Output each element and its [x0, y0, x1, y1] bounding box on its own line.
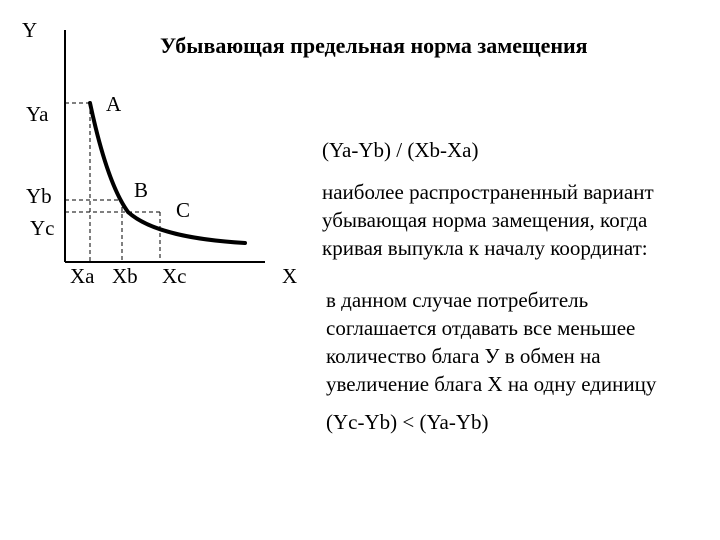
paragraph-line: наиболее распространенный вариант — [322, 180, 654, 204]
formula-ratio: (Ya-Yb) / (Xb-Xa) — [322, 138, 479, 162]
x-axis-label: X — [282, 264, 298, 288]
tick-xc: Xc — [162, 264, 187, 288]
tick-ya: Ya — [26, 102, 49, 126]
paragraph-consumer — [326, 286, 656, 398]
paragraph-line: увеличение блага Х на одну единицу — [326, 372, 657, 396]
point-b-label: B — [134, 178, 149, 202]
paragraph-line: кривая выпукла к началу координат: — [322, 236, 648, 260]
paragraph-line: убывающая норма замещения, когда — [322, 208, 648, 232]
formula-comparison: (Yc-Yb) < (Ya-Yb) — [326, 410, 489, 434]
tick-xa: Xa — [70, 264, 95, 288]
page-title: Убывающая предельная норма замещения — [160, 33, 588, 58]
tick-yb: Yb — [26, 184, 52, 208]
point-a-label: A — [106, 92, 122, 116]
indifference-curve — [90, 103, 245, 243]
paragraph-line: в данном случае потребитель — [326, 288, 589, 312]
tick-xb: Xb — [112, 264, 138, 288]
tick-yc: Yc — [30, 216, 55, 240]
point-c-label: C — [176, 198, 191, 222]
paragraph-line: соглашается отдавать все меньшее — [326, 316, 636, 340]
y-axis-label: Y — [22, 18, 38, 42]
paragraph-convex-curve — [322, 178, 654, 262]
paragraph-line: количество блага У в обмен на — [326, 344, 601, 368]
